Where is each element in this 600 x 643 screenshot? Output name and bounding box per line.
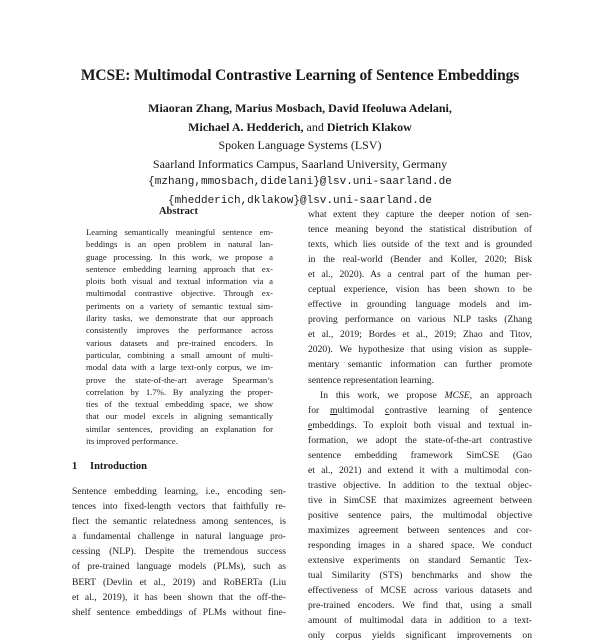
abstract-line: ploits both visual and textual information via a <box>86 276 273 287</box>
section-title: Introduction <box>90 461 147 472</box>
abstract-line: correlation by 1.7%. By analyzing the proper- <box>86 386 273 397</box>
abstract-line: that our model excels in aligning semantically <box>86 411 273 422</box>
right-line: effectiveness of MCSE across various datasets and <box>308 585 532 597</box>
author-line-2 <box>0 118 600 137</box>
abstract-line: beddings is an open problem in natural lan- <box>86 239 273 250</box>
mcse-name: MCSE <box>444 389 470 401</box>
intro-line: et al., 2019), it has been shown that the off-the- <box>72 591 286 603</box>
author-hedderich: Michael A. Hedderich, <box>188 119 304 134</box>
author-klakow: Dietrich Klakow <box>326 119 412 134</box>
right-line: positive sentence pairs, the multimodal objective <box>308 509 532 521</box>
intro-line: tences into fixed-length vectors that faithfully re- <box>72 501 286 513</box>
abstract-line: Learning semantically meaningful sentence em- <box>86 227 273 237</box>
introduction-body <box>72 484 286 620</box>
right-line: responding images in a shared space. We conduct <box>308 540 532 552</box>
right-line: trastive objective. In addition to the textual objec- <box>308 479 532 491</box>
right-line: et al., 2019; Bordes et al., 2019; Zhao and Titov, <box>308 329 532 341</box>
abstract-heading: Abstract <box>158 206 199 217</box>
author-block <box>0 99 600 210</box>
abstract-line: prove the state-of-the-art average Spearman’s <box>86 374 273 385</box>
right-line: tive in SimCSE that maximizes agreement between <box>308 494 532 506</box>
abstract-line: multimodal contrastive objective. Through ex- <box>86 288 273 299</box>
intro-line: a fundamental challenge in natural language pro- <box>72 531 286 543</box>
acronym-letter: s <box>498 404 503 416</box>
right-line: texts, which lies outside of the text and is grounded <box>308 239 532 251</box>
right-line: tual Similarity (STS) benchmarks and show the <box>308 570 532 582</box>
right-line: in the real-world (Bender and Koller, 2020; Bisk <box>308 254 532 266</box>
right-column-body <box>308 207 532 643</box>
abstract-line: guage processing. In this work, we propose a <box>86 251 273 262</box>
right-line: sentence embedding framework SimCSE (Gao <box>308 449 532 461</box>
intro-line: of pre-trained language models (PLMs), such as <box>72 561 286 573</box>
intro-line: cessing (NLP). Despite the tremendous success <box>72 546 286 558</box>
right-line: amount of multimodal data in addition to a text- <box>308 615 532 627</box>
author-line-1: Miaoran Zhang, Marius Mosbach, David Ifeoluwa Adelani, <box>148 101 452 115</box>
right-line: pre-trained encoders. We find that, using a small <box>308 600 532 612</box>
abstract-line: its improved performance. <box>86 436 178 447</box>
intro-line: flect the semantic relatedness among sentences, is <box>72 516 286 528</box>
abstract-line: ties of the textual embedding space, we show <box>86 399 273 410</box>
text-run: for <box>308 404 330 416</box>
right-line: mentary semantic information can further promote <box>308 359 532 371</box>
text-run: ultimodal <box>337 404 386 416</box>
email-line-2: {mhedderich,dklakow}@lsv.uni-saarland.de <box>167 194 433 207</box>
paper-title: MCSE: Multimodal Contrastive Learning of Sentence Embeddings <box>80 67 520 84</box>
right-line: sentence representation learning. <box>308 374 434 386</box>
text-run: In this work, we propose <box>320 389 445 401</box>
text-run: , an approach <box>469 389 532 401</box>
acronym-letter: e <box>308 419 313 431</box>
acronym-letter: m <box>330 404 338 416</box>
abstract-line: consistently improves the performance across <box>86 325 273 336</box>
right-line: what extent they capture the deeper notion of sen- <box>308 209 532 220</box>
right-line: ceptual experience, vision has been shown to be <box>308 284 532 296</box>
right-line <box>308 418 532 433</box>
acronym-letter: c <box>385 404 390 416</box>
text-run: mbeddings. To exploit both visual and textual in- <box>312 419 532 431</box>
author-and: and <box>303 119 327 134</box>
abstract-line: modal data with a large text-only corpus, we im- <box>86 362 273 373</box>
intro-line: shelf sentence embeddings of PLMs without fine- <box>72 606 286 618</box>
intro-line: Sentence embedding learning, i.e., encoding sen- <box>72 486 286 497</box>
section-heading-introduction <box>72 461 147 472</box>
text-run: entence <box>502 404 533 416</box>
abstract-line: ilarity tasks, we demonstrate that our approach <box>86 313 273 324</box>
abstract-line: various datasets and pre-trained encoders. In <box>86 337 273 348</box>
right-line: proving performance on various NLP tasks (Zhang <box>308 314 532 326</box>
right-line: et al., 2020). As a central part of the human per- <box>308 269 532 281</box>
right-line <box>308 388 532 403</box>
right-line: tence meaning beyond the statistical distribution of <box>308 224 532 236</box>
right-line: effective in grounding language models and im- <box>308 299 532 311</box>
email-line-1: {mzhang,mmosbach,didelani}@lsv.uni-saarland.de <box>148 176 452 188</box>
right-line: maximizes agreement between sentences and cor- <box>308 524 532 536</box>
affiliation-university: Saarland Informatics Campus, Saarland University, Germany <box>152 156 448 171</box>
right-line: formation, we adopt the state-of-the-art contrastive <box>308 434 532 446</box>
intro-line: BERT (Devlin et al., 2019) and RoBERTa (Liu <box>72 576 286 588</box>
abstract-body <box>86 226 273 447</box>
abstract-line: sentence embedding learning approach that ex- <box>86 263 273 274</box>
abstract-line: similar sentences, providing an explanation for <box>86 423 273 434</box>
right-line: et al., 2021) and extend it with a multimodal con- <box>308 464 532 476</box>
abstract-line: particular, combining a small amount of multi- <box>86 349 273 360</box>
right-line: only corpus yields significant improvements on <box>308 630 532 642</box>
right-line <box>308 403 532 418</box>
section-number: 1 <box>72 461 78 472</box>
abstract-line: periments on a variety of semantic textual sim- <box>86 300 273 311</box>
text-run: ontrastive learning of <box>389 404 499 416</box>
right-line: 2020). We hypothesize that using vision as supple- <box>308 344 532 356</box>
right-line: extensive experiments on standard Semantic Tex- <box>308 555 532 567</box>
affiliation-lab: Spoken Language Systems (LSV) <box>218 138 382 152</box>
